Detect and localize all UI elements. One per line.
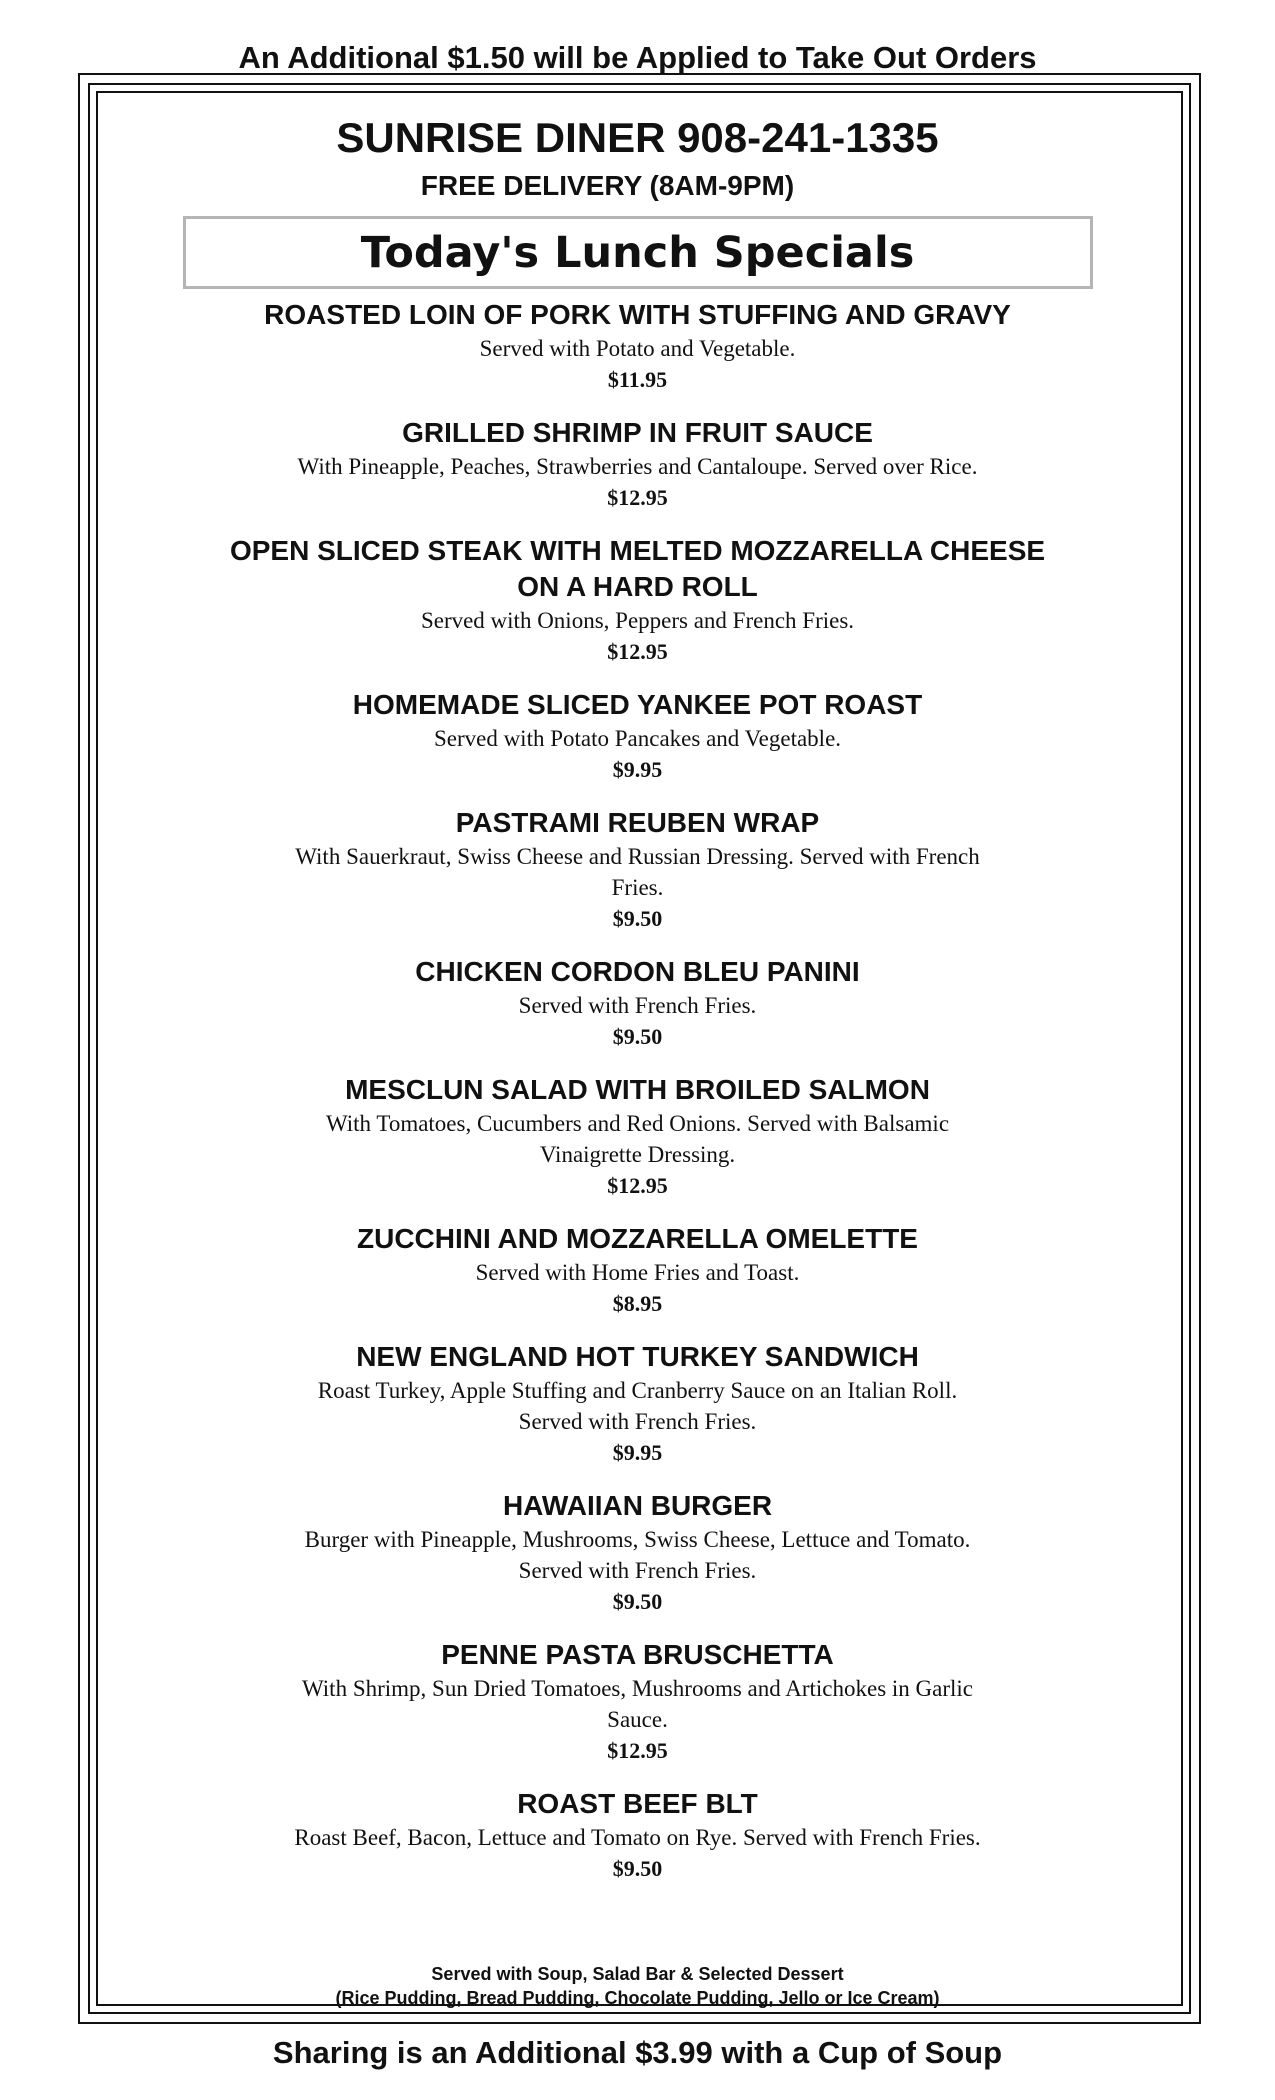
menu-item-name: ROASTED LOIN OF PORK WITH STUFFING AND GRAVY: [264, 299, 1011, 330]
menu-item: [100, 533, 1175, 667]
menu-item: [100, 297, 1175, 395]
menu-content: [100, 110, 1175, 1904]
menu-item-name: ROAST BEEF BLT: [517, 1788, 758, 1819]
menu-item-price: $11.95: [607, 367, 668, 392]
menu-item-price: $12.95: [607, 1173, 668, 1198]
menu-item-name: OPEN SLICED STEAK WITH MELTED MOZZARELLA CHEESE ON A HARD ROLL: [229, 535, 1046, 602]
menu-item-name: MESCLUN SALAD WITH BROILED SALMON: [345, 1074, 930, 1105]
menu-item-description: Served with Potato Pancakes and Vegetable.: [433, 726, 842, 751]
menu-item-price: $9.50: [612, 1589, 663, 1614]
menu-item-price: $12.95: [607, 485, 668, 510]
menu-item: [100, 805, 1175, 934]
menu-item-description: Served with Potato and Vegetable.: [479, 336, 796, 361]
dessert-options-line: (Rice Pudding, Bread Pudding, Chocolate Pudding, Jello or Ice Cream): [335, 1988, 940, 2008]
menu-item: [100, 954, 1175, 1052]
diner-name-phone: SUNRISE DINER 908-241-1335: [336, 114, 939, 161]
menu-item-name: CHICKEN CORDON BLEU PANINI: [415, 956, 860, 987]
menu-item-description: Served with French Fries.: [518, 993, 757, 1018]
inclusions-line: Served with Soup, Salad Bar & Selected Dessert: [431, 1964, 844, 1984]
menu-item-description: Served with Onions, Peppers and French Fries.: [420, 608, 855, 633]
menu-item-name: NEW ENGLAND HOT TURKEY SANDWICH: [356, 1341, 919, 1372]
delivery-hours: FREE DELIVERY (8AM-9PM): [420, 170, 795, 201]
menu-item-price: $9.95: [612, 1440, 663, 1465]
specials-title-box: [183, 216, 1093, 289]
menu-item-description: Roast Turkey, Apple Stuffing and Cranberry Sauce on an Italian Roll. Served with French Fries.: [317, 1378, 958, 1434]
menu-item-price: $9.50: [612, 906, 663, 931]
menu-item-price: $9.95: [612, 757, 663, 782]
menu-item-name: HAWAIIAN BURGER: [502, 1490, 773, 1521]
menu-item-name: PASTRAMI REUBEN WRAP: [455, 807, 820, 838]
menu-item-description: With Pineapple, Peaches, Strawberries and Cantaloupe. Served over Rice.: [297, 454, 978, 479]
menu-item-price: $12.95: [607, 639, 668, 664]
menu-item-name: ZUCCHINI AND MOZZARELLA OMELETTE: [357, 1223, 918, 1254]
menu-item-price: $9.50: [612, 1856, 663, 1881]
menu-item: [100, 1786, 1175, 1884]
menu-item-price: $9.50: [612, 1024, 663, 1049]
menu-item-name: HOMEMADE SLICED YANKEE POT ROAST: [352, 689, 923, 720]
menu-item-name: GRILLED SHRIMP IN FRUIT SAUCE: [402, 417, 873, 448]
menu-item: [100, 1488, 1175, 1617]
menu-item-price: $12.95: [607, 1738, 668, 1763]
menu-item-description: With Sauerkraut, Swiss Cheese and Russian Dressing. Served with French Fries.: [295, 844, 980, 900]
sharing-charge-note: Sharing is an Additional $3.99 with a Cup of Soup: [272, 2035, 1003, 2070]
take-out-surcharge-note: An Additional $1.50 will be Applied to Take Out Orders: [238, 40, 1037, 75]
menu-item-description: With Shrimp, Sun Dried Tomatoes, Mushrooms and Artichokes in Garlic Sauce.: [302, 1676, 973, 1732]
menu-item: [100, 1637, 1175, 1766]
specials-title: Today's Lunch Specials: [360, 227, 915, 278]
menu-item: [100, 415, 1175, 513]
menu-item-price: $8.95: [612, 1291, 663, 1316]
menu-item-description: Served with Home Fries and Toast.: [475, 1260, 800, 1285]
menu-item-description: Burger with Pineapple, Mushrooms, Swiss Cheese, Lettuce and Tomato. Served with French Fries.: [304, 1527, 971, 1583]
menu-item: [100, 1072, 1175, 1201]
menu-item-description: With Tomatoes, Cucumbers and Red Onions. Served with Balsamic Vinaigrette Dressing.: [325, 1111, 950, 1167]
specials-list: [100, 297, 1175, 1884]
menu-item-name: PENNE PASTA BRUSCHETTA: [441, 1639, 834, 1670]
lunch-inclusions-note: [100, 1962, 1175, 2010]
menu-item: [100, 1221, 1175, 1319]
menu-item-description: Roast Beef, Bacon, Lettuce and Tomato on Rye. Served with French Fries.: [294, 1825, 981, 1850]
menu-item: [100, 1339, 1175, 1468]
menu-item: [100, 687, 1175, 785]
